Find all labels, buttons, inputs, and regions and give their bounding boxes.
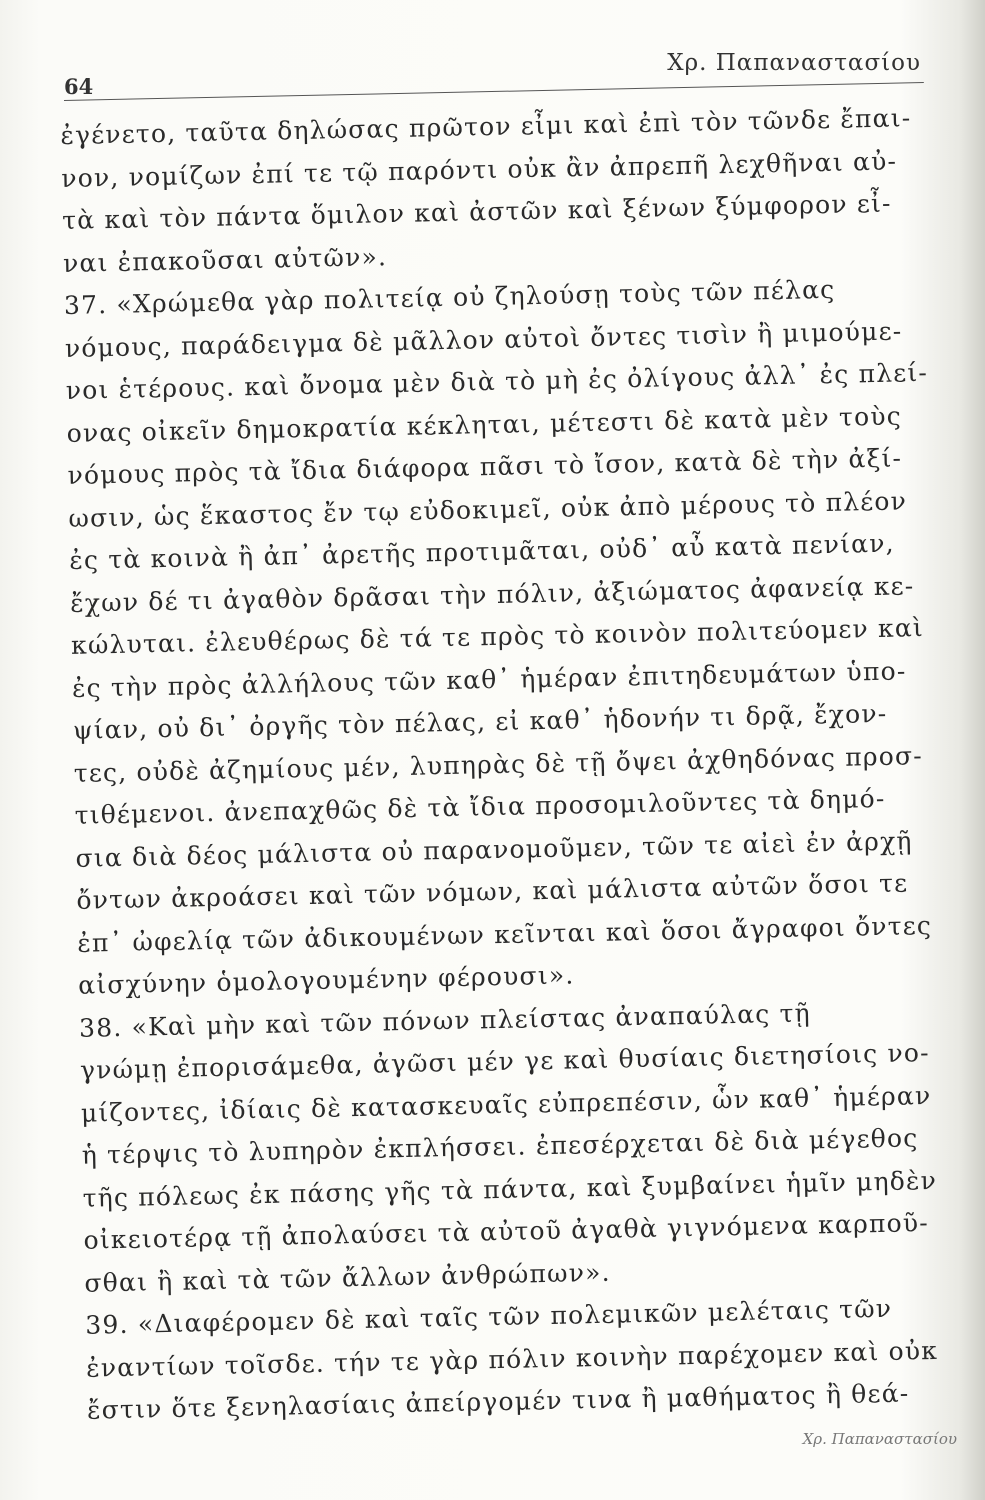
text-line: 38. «Καὶ μὴν καὶ τῶν πόνων πλείστας ἀναπαύλας τῇ <box>78 997 812 1043</box>
text-line: νον, νομίζων ἐπί τε τῷ παρόντι οὐκ ἂν ἀπρεπῆ λεχθῆναι αὐ- <box>61 145 898 193</box>
text-line: τιθέμενοι. ἀνεπαχθῶς δὲ τὰ ἴδια προσομιλοῦντες τὰ δημό- <box>74 783 886 830</box>
text-line: αἰσχύνην ὁμολογουμένην φέρουσι». <box>77 960 575 1000</box>
text-line: τες, οὐδὲ ἀζημίους μέν, λυπηρὰς δὲ τῇ ὄψει ἀχθηδόνας προσ- <box>73 740 924 788</box>
text-line: τῆς πόλεως ἐκ πάσης γῆς τὰ πάντα, καὶ ξυμβαίνει ἡμῖν μηδὲν <box>82 1165 938 1213</box>
text-line: μίζοντες, ἰδίαις δὲ κατασκευαῖς εὐπρεπέσιν, ὧν καθ᾽ ἡμέραν <box>80 1080 932 1128</box>
text-line: τὰ καὶ τὸν πάντα ὅμιλον καὶ ἀστῶν καὶ ξένων ξύμφορον εἶ- <box>61 188 892 235</box>
text-line: ἐγένετο, ταῦτα δηλώσας πρῶτον εἶμι καὶ ἐπὶ τὸν τῶνδε ἔπαι- <box>60 103 912 150</box>
text-line: ἔχων δέ τι ἀγαθὸν δρᾶσαι τὴν πόλιν, ἀξιώματος ἀφανείᾳ κε- <box>69 570 915 618</box>
text-line: 37. «Χρώμεθα γὰρ πολιτείᾳ οὐ ζηλούσῃ τοὺς τῶν πέλας <box>63 274 836 320</box>
page-number: 64 <box>64 74 94 99</box>
text-line: ἐς τὰ κοινὰ ἢ ἀπ᾽ ἀρετῆς προτιμᾶται, οὐδ᾽ αὖ κατὰ πενίαν, <box>69 528 896 575</box>
body-text <box>60 97 967 1433</box>
footer-watermark: Χρ. Παπαναστασίου <box>802 1430 957 1448</box>
text-line: ναι ἐπακοῦσαι αὐτῶν». <box>62 241 388 278</box>
text-line: σια διὰ δέος μάλιστα οὐ παρανομοῦμεν, τῶν τε αἰεὶ ἐν ἀρχῇ <box>75 825 913 873</box>
running-head: Χρ. Παπαναστασίου <box>667 50 921 76</box>
text-line: σθαι ἢ καὶ τὰ τῶν ἄλλων ἀνθρώπων». <box>84 1257 611 1298</box>
text-line: νοι ἑτέρους. καὶ ὄνομα μὲν διὰ τὸ μὴ ἐς ὀλίγους ἀλλ᾽ ἐς πλεί- <box>65 357 929 405</box>
text-line: ἐναντίων τοῖσδε. τήν τε γὰρ πόλιν κοινὴν παρέχομεν καὶ οὐκ <box>85 1335 939 1383</box>
text-line: ἐς τὴν πρὸς ἀλλήλους τῶν καθ᾽ ἡμέραν ἐπιτηδευμάτων ὑπο- <box>71 655 907 703</box>
text-line: κώλυται. ἐλευθέρως δὲ τά τε πρὸς τὸ κοινὸν πολιτεύομεν καὶ <box>70 613 925 660</box>
text-line: ἡ τέρψις τὸ λυπηρὸν ἐκπλήσσει. ἐπεσέρχεται δὲ διὰ μέγεθος <box>81 1123 919 1170</box>
text-line: ψίαν, οὐ δι᾽ ὀργῆς τὸν πέλας, εἰ καθ᾽ ἡδονήν τι δρᾷ, ἔχον- <box>72 698 888 745</box>
header-rule <box>64 82 924 101</box>
text-line: νόμους πρὸς τὰ ἴδια διάφορα πᾶσι τὸ ἴσον, κατὰ δὲ τὴν ἀξί- <box>67 443 903 490</box>
text-line: 39. «Διαφέρομεν δὲ καὶ ταῖς τῶν πολεμικῶν μελέταις τῶν <box>85 1293 893 1340</box>
text-line: νόμους, παράδειγμα δὲ μᾶλλον αὐτοὶ ὄντες τισὶν ἢ μιμούμε- <box>64 315 903 363</box>
text-line: ὄντων ἀκροάσει καὶ τῶν νόμων, καὶ μάλιστα αὐτῶν ὅσοι τε <box>76 868 909 915</box>
text-line: ονας οἰκεῖν δημοκρατία κέκληται, μέτεστι δὲ κατὰ μὲν τοὺς <box>66 400 903 448</box>
text-line: ἐπ᾽ ὠφελίᾳ τῶν ἀδικουμένων κεῖνται καὶ ὅσοι ἄγραφοι ὄντες <box>77 910 933 958</box>
text-line: οἰκειοτέρᾳ τῇ ἀπολαύσει τὰ αὐτοῦ ἀγαθὰ γιγνόμενα καρποῦ- <box>83 1208 930 1255</box>
text-line: ἔστιν ὅτε ξενηλασίαις ἀπείργομέν τινα ἢ μαθήματος ἢ θεά- <box>86 1378 910 1425</box>
text-line: ωσιν, ὡς ἕκαστος ἔν τῳ εὐδοκιμεῖ, οὐκ ἀπὸ μέρους τὸ πλέον <box>68 485 908 533</box>
text-line: γνώμῃ ἐπορισάμεθα, ἀγῶσι μέν γε καὶ θυσίαις διετησίοις νο- <box>79 1037 931 1085</box>
